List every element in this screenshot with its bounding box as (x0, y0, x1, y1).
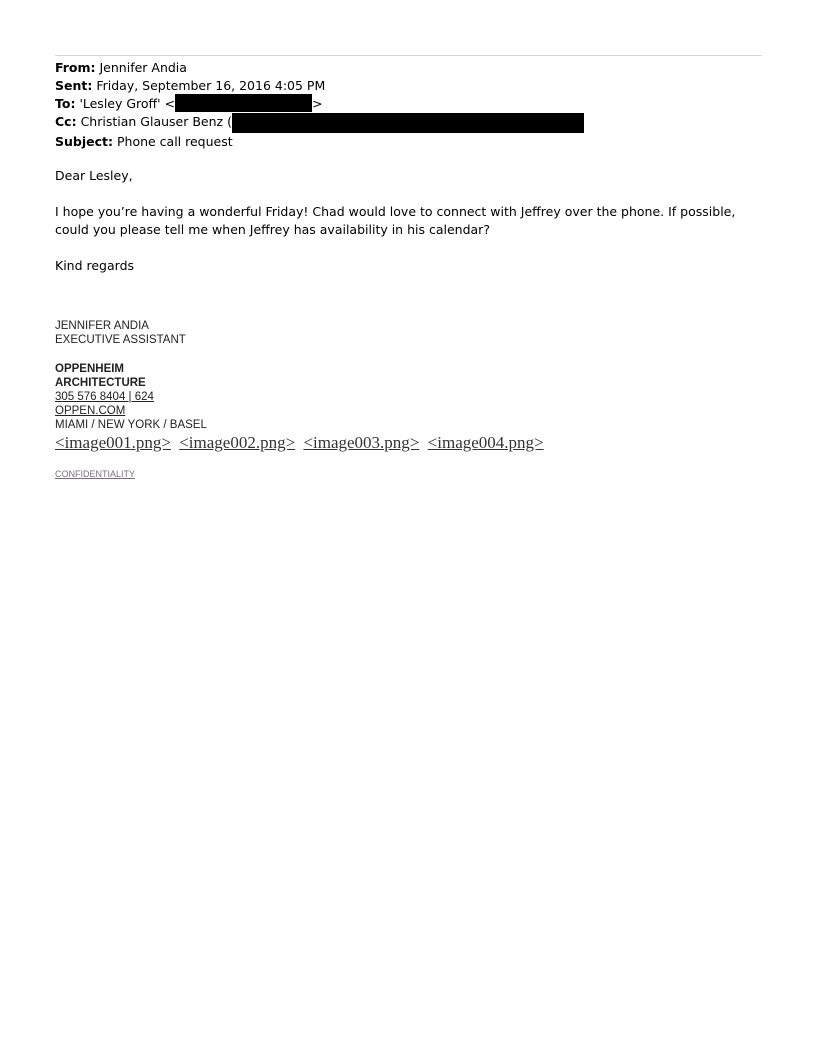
from-value: Jennifer Andia (99, 60, 187, 75)
from-label: From: (55, 60, 96, 75)
company-line-2: ARCHITECTURE (55, 377, 146, 389)
attachment-link[interactable]: <image003.png> (303, 433, 420, 452)
from-line (55, 59, 584, 77)
attachment-link[interactable]: <image004.png> (427, 433, 544, 452)
signature-website (55, 404, 125, 418)
subject-label: Subject: (55, 134, 113, 149)
attachment-link[interactable]: <image001.png> (55, 433, 171, 452)
signature-company (55, 362, 146, 390)
company-line-1: OPPENHEIM (55, 363, 125, 375)
closing: Kind regards (55, 258, 135, 273)
website-link[interactable]: OPPEN.COM (55, 405, 126, 417)
header-divider (55, 55, 762, 56)
sent-label: Sent: (55, 78, 93, 93)
signature-title: EXECUTIVE ASSISTANT (55, 334, 186, 346)
cc-value: Christian Glauser Benz ( (80, 114, 232, 129)
greeting: Dear Lesley, (55, 168, 133, 183)
to-suffix: > (312, 96, 323, 111)
cc-label: Cc: (55, 114, 77, 129)
signature-cities: MIAMI / NEW YORK / BASEL (55, 419, 207, 431)
redaction-box (175, 94, 312, 112)
phone-link[interactable]: 305 576 8404 | 624 (55, 391, 154, 403)
signature-phone (55, 390, 154, 404)
subject-line (55, 133, 584, 151)
email-header (55, 59, 584, 151)
signature-name: JENNIFER ANDIA (55, 320, 149, 332)
attachment-list (55, 432, 548, 454)
to-label: To: (55, 96, 76, 111)
to-value: 'Lesley Groff' < (79, 96, 176, 111)
confidentiality-link[interactable]: CONFIDENTIALITY (55, 469, 136, 479)
redaction-box (232, 113, 584, 133)
sent-line (55, 77, 584, 95)
subject-value: Phone call request (116, 134, 233, 149)
attachment-link[interactable]: <image002.png> (179, 433, 296, 452)
to-line (55, 95, 584, 113)
message-paragraph: I hope you’re having a wonderful Friday! Chad would love to connect with Jeffrey over the phone. If possible, could you please tell me when Jeffrey has availability in his calendar? (55, 204, 736, 237)
sent-value: Friday, September 16, 2016 4:05 PM (96, 78, 326, 93)
cc-line (55, 113, 584, 133)
